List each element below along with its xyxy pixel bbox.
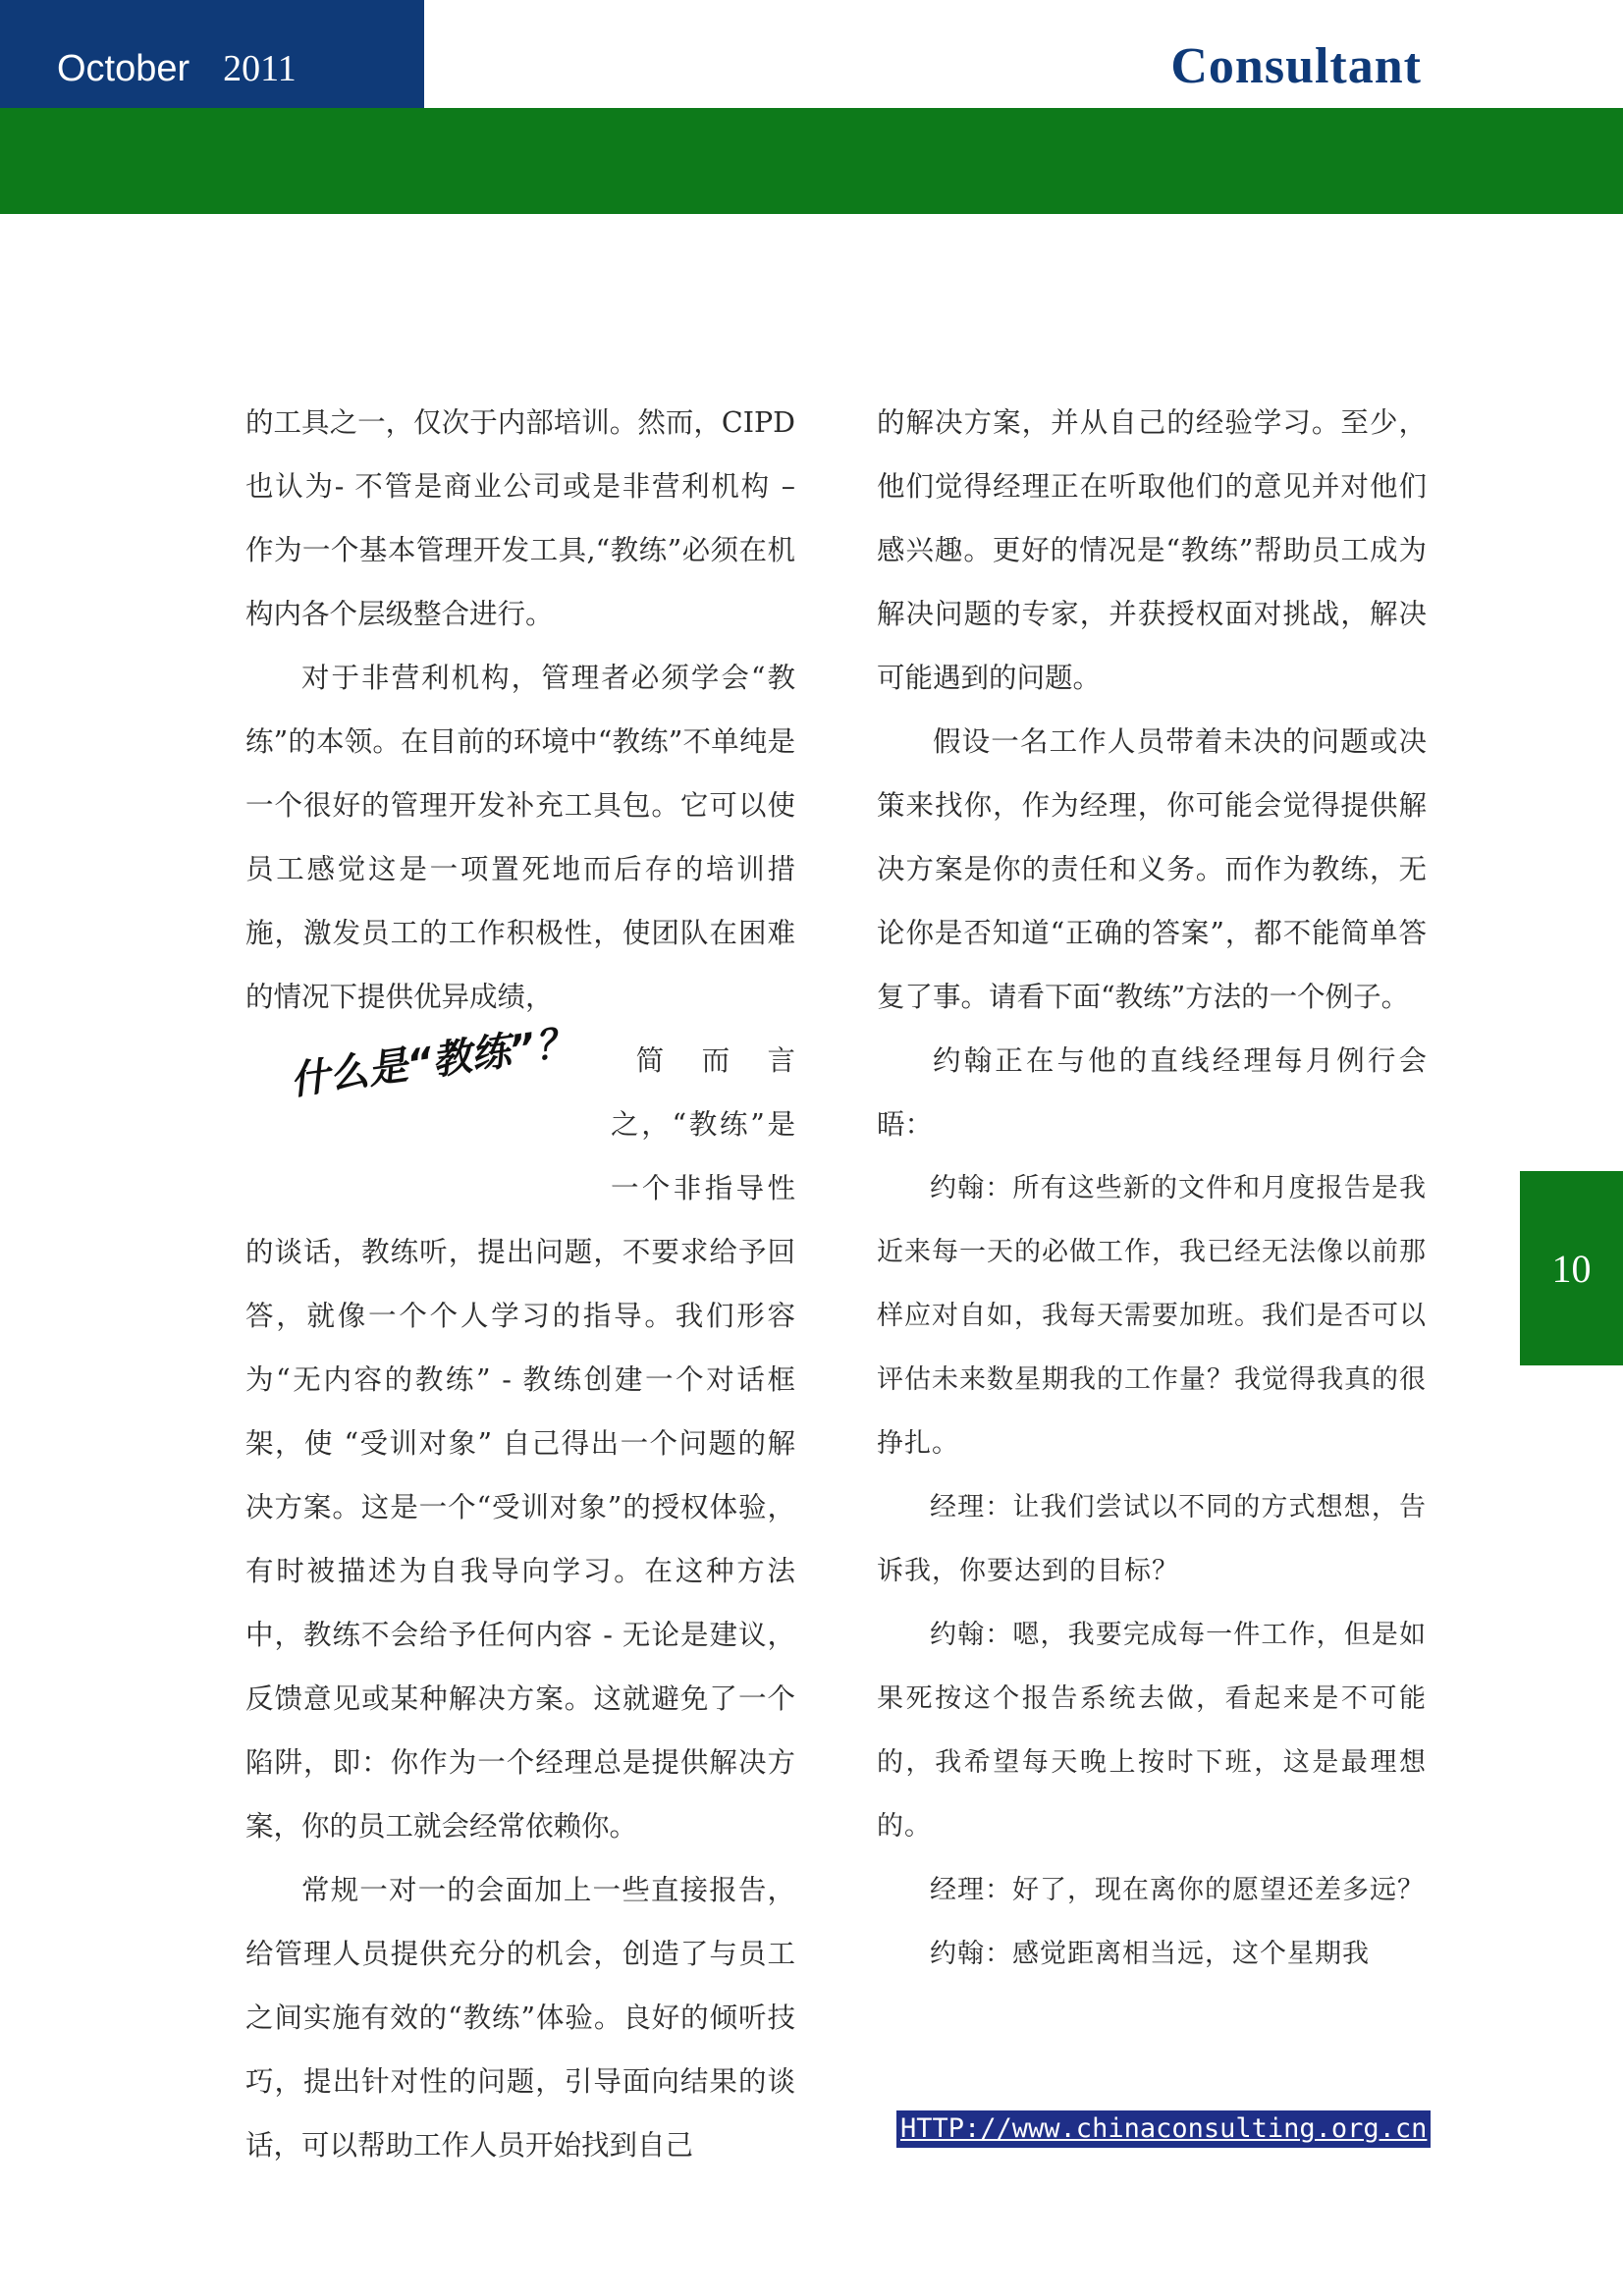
paragraph: 简而言之，“教练”是一个非指导性的谈话，教练听，提出问题，不要求给予回答，就像一个个人学习的指导。我们形容为“无内容的教练” - 教练创建一个对话框架，使 “受训对象” 自己得出一个问题的解决方案。这是一个“受训对象”的授权体验，有时被描述为自我导向学习。在这种方法中，教练不会给予任何内容 - 无论是建议，反馈意见或某种解决方案。这就避免了一个陷阱，即：你作为一个经理总是提供解决方案，你的员工就会经常依赖你。	[245, 1044, 795, 1842]
header-month: October	[57, 48, 190, 89]
section-heading	[245, 1019, 611, 1162]
header-band	[0, 108, 1623, 214]
dialogue-line: 约翰：所有这些新的文件和月度报告是我近来每一天的必做工作，我已经无法像以前那样应对自如，我每天需要加班。我们是否可以评估未来数星期我的工作量？我觉得我真的很挣扎。	[877, 1173, 1427, 1459]
right-column	[877, 391, 1427, 1986]
dialogue-line: 约翰：感觉距离相当远，这个星期我	[930, 1939, 1370, 1969]
header-year: 2011	[223, 48, 297, 89]
paragraph: 的解决方案，并从自己的经验学习。至少，他们觉得经理正在听取他们的意见并对他们感兴趣。更好的情况是“教练”帮助员工成为解决问题的专家，并获授权面对挑战，解决可能遇到的问题。	[877, 406, 1427, 694]
section-heading-text: 什么是“教练”？	[287, 1019, 577, 1104]
page-number: 10	[1551, 1246, 1592, 1291]
header-date	[0, 0, 424, 108]
paragraph: 假设一名工作人员带着未决的问题或决策来找你，作为经理，你可能会觉得提供解决方案是你的责任和义务。而作为教练，无论你是否知道“正确的答案”，都不能简单答复了事。请看下面“教练”方法的一个例子。	[877, 725, 1427, 1013]
dialogue-line: 经理：让我们尝试以不同的方式想想，告诉我，你要达到的目标？	[877, 1492, 1427, 1586]
paragraph: 的工具之一，仅次于内部培训。然而，CIPD也认为- 不管是商业公司或是非营利机构 – 作为一个基本管理开发工具,“教练”必须在机构内各个层级整合进行。	[245, 406, 795, 630]
left-column	[245, 391, 795, 2177]
dialogue-line: 约翰：嗯，我要完成每一件工作，但是如果死按这个报告系统去做，看起来是不可能的，我希望每天晚上按时下班，这是最理想的。	[877, 1620, 1427, 1842]
paragraph: 对于非营利机构，管理者必须学会“教练”的本领。在目前的环境中“教练”不单纯是一个很好的管理开发补充工具包。它可以使员工感觉这是一项置死地而后存的培训措施，激发员工的工作积极性，使团队在困难的情况下提供优异成绩，	[245, 662, 795, 1013]
dialogue-line: 经理：好了，现在离你的愿望还差多远？	[930, 1875, 1425, 1905]
page-number-tab	[1520, 1171, 1623, 1365]
paragraph: 约翰正在与他的直线经理每月例行会晤：	[877, 1044, 1427, 1141]
magazine-brand: Consultant	[1170, 38, 1422, 94]
website-link[interactable]: HTTP://www.chinaconsulting.org.cn	[896, 2110, 1431, 2148]
paragraph: 常规一对一的会面加上一些直接报告，给管理人员提供充分的机会，创造了与员工之间实施有效的“教练”体验。良好的倾听技巧，提出针对性的问题，引导面向结果的谈话，可以帮助工作人员开始找到自己	[245, 1874, 795, 2162]
